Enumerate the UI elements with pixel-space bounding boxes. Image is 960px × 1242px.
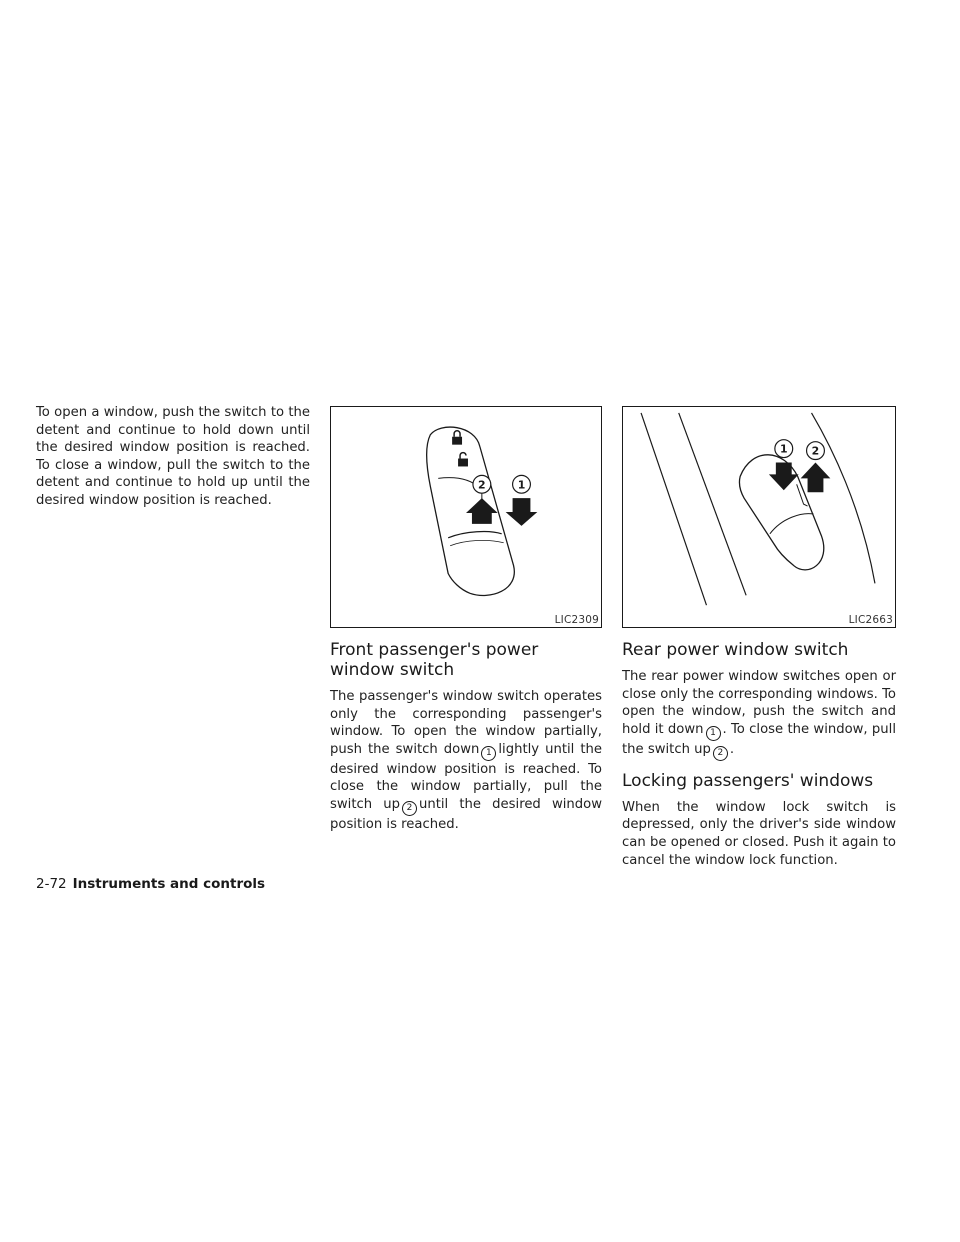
locking-paragraph: When the window lock switch is depressed, only the driver's side window can be opened or closed. Push it again to cancel the window lock function.	[622, 799, 896, 868]
ref-1-icon: 1	[706, 726, 721, 741]
intro-column	[36, 404, 310, 510]
rear-switch-figure	[622, 406, 896, 628]
figure-code: LIC2663	[848, 614, 893, 626]
page-number: 2-72	[36, 876, 67, 892]
rear-window-heading: Rear power window switch	[622, 640, 849, 660]
front-passenger-paragraph: The passenger's window switch operates only the corresponding passenger's window. To open the window partially, push the switch down 1 lightly until the desired window position is reached. To close the window partially, pull the switch up 2 until the desired window position is reached.	[330, 689, 603, 832]
rear-switch-illustration	[623, 407, 895, 627]
front-passenger-heading: Front passenger's power window switch	[330, 640, 539, 680]
arrow-up-icon	[801, 462, 831, 492]
ref-1-icon: 1	[481, 746, 496, 761]
ref-2-icon: 2	[713, 746, 728, 761]
rear-callout-1-label: 1	[779, 442, 788, 456]
rear-callout-2-label: 2	[811, 444, 820, 458]
figure-code: LIC2309	[554, 614, 599, 626]
callout-1-label: 1	[517, 478, 526, 492]
rear-window-paragraph: The rear power window switches open or close only the corresponding windows. To open the window, push the switch and hold it down 1 . To close the window, pull the switch up 2 .	[622, 668, 896, 761]
front-switch-illustration	[331, 407, 601, 627]
section-title: Instruments and controls	[72, 876, 266, 892]
front-switch-figure	[330, 406, 602, 628]
rear-window-column	[622, 406, 896, 869]
intro-paragraph: To open a window, push the switch to the detent and continue to hold down until the desired window position is reached. To close a window, pull the switch to the detent and continue to hold up until the desired window position is reached.	[36, 405, 310, 508]
page-footer	[36, 876, 265, 892]
ref-2-icon: 2	[402, 801, 417, 816]
front-passenger-column	[330, 406, 602, 834]
locking-heading: Locking passengers' windows	[622, 770, 874, 791]
arrow-down-icon	[506, 498, 538, 526]
callout-2-label: 2	[478, 478, 486, 492]
